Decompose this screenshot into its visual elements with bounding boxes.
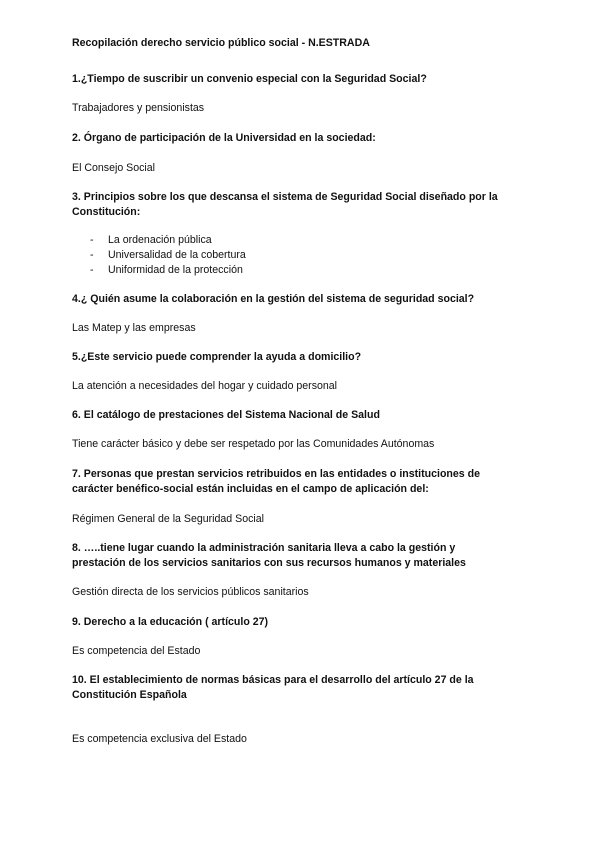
answer-5: La atención a necesidades del hogar y cuidado personal <box>72 380 338 392</box>
question-2: 2. Órgano de participación de la Universidad en la sociedad: <box>72 132 376 144</box>
answer-10: Es competencia exclusiva del Estado <box>72 733 247 745</box>
question-5: 5.¿Este servicio puede comprender la ayuda a domicilio? <box>72 351 362 363</box>
document-title: Recopilación derecho servicio público social - N.ESTRADA <box>72 37 370 49</box>
question-6: 6. El catálogo de prestaciones del Sistema Nacional de Salud <box>72 409 380 421</box>
answer-9: Es competencia del Estado <box>72 645 201 657</box>
question-4: 4.¿ Quién asume la colaboración en la gestión del sistema de seguridad social? <box>72 293 475 305</box>
bullet-marker: - <box>90 234 94 246</box>
bullet-marker: - <box>90 264 94 276</box>
question-10-line-2: Constitución Española <box>72 689 187 701</box>
question-3-line-2: Constitución: <box>72 206 141 218</box>
question-1: 1.¿Tiempo de suscribir un convenio especial con la Seguridad Social? <box>72 73 427 85</box>
bullet-text: Universalidad de la cobertura <box>108 249 246 261</box>
bullet-item <box>90 263 243 277</box>
question-10-line-1: 10. El establecimiento de normas básicas para el desarrollo del artículo 27 de la <box>72 674 474 686</box>
answer-1: Trabajadores y pensionistas <box>72 102 205 114</box>
question-3-line-1: 3. Principios sobre los que descansa el sistema de Seguridad Social diseñado por la <box>72 191 498 203</box>
bullet-item <box>90 233 212 247</box>
bullet-item <box>90 248 246 262</box>
question-7-line-2: carácter benéfico-social están incluidas en el campo de aplicación del: <box>72 483 429 495</box>
bullet-text: Uniformidad de la protección <box>108 264 243 276</box>
question-8-line-2: prestación de los servicios sanitarios con sus recursos humanos y materiales <box>72 557 466 569</box>
answer-2: El Consejo Social <box>72 162 156 174</box>
bullet-marker: - <box>90 249 94 261</box>
bullet-text: La ordenación pública <box>108 234 212 246</box>
question-7-line-1: 7. Personas que prestan servicios retribuidos en las entidades o instituciones de <box>72 468 480 480</box>
question-8-line-1: 8. …..tiene lugar cuando la administración sanitaria lleva a cabo la gestión y <box>72 542 456 554</box>
answer-4: Las Matep y las empresas <box>72 322 196 334</box>
answer-6: Tiene carácter básico y debe ser respetado por las Comunidades Autónomas <box>72 438 435 450</box>
answer-8: Gestión directa de los servicios públicos sanitarios <box>72 586 309 598</box>
answer-7: Régimen General de la Seguridad Social <box>72 513 264 525</box>
question-9: 9. Derecho a la educación ( artículo 27) <box>72 616 269 628</box>
